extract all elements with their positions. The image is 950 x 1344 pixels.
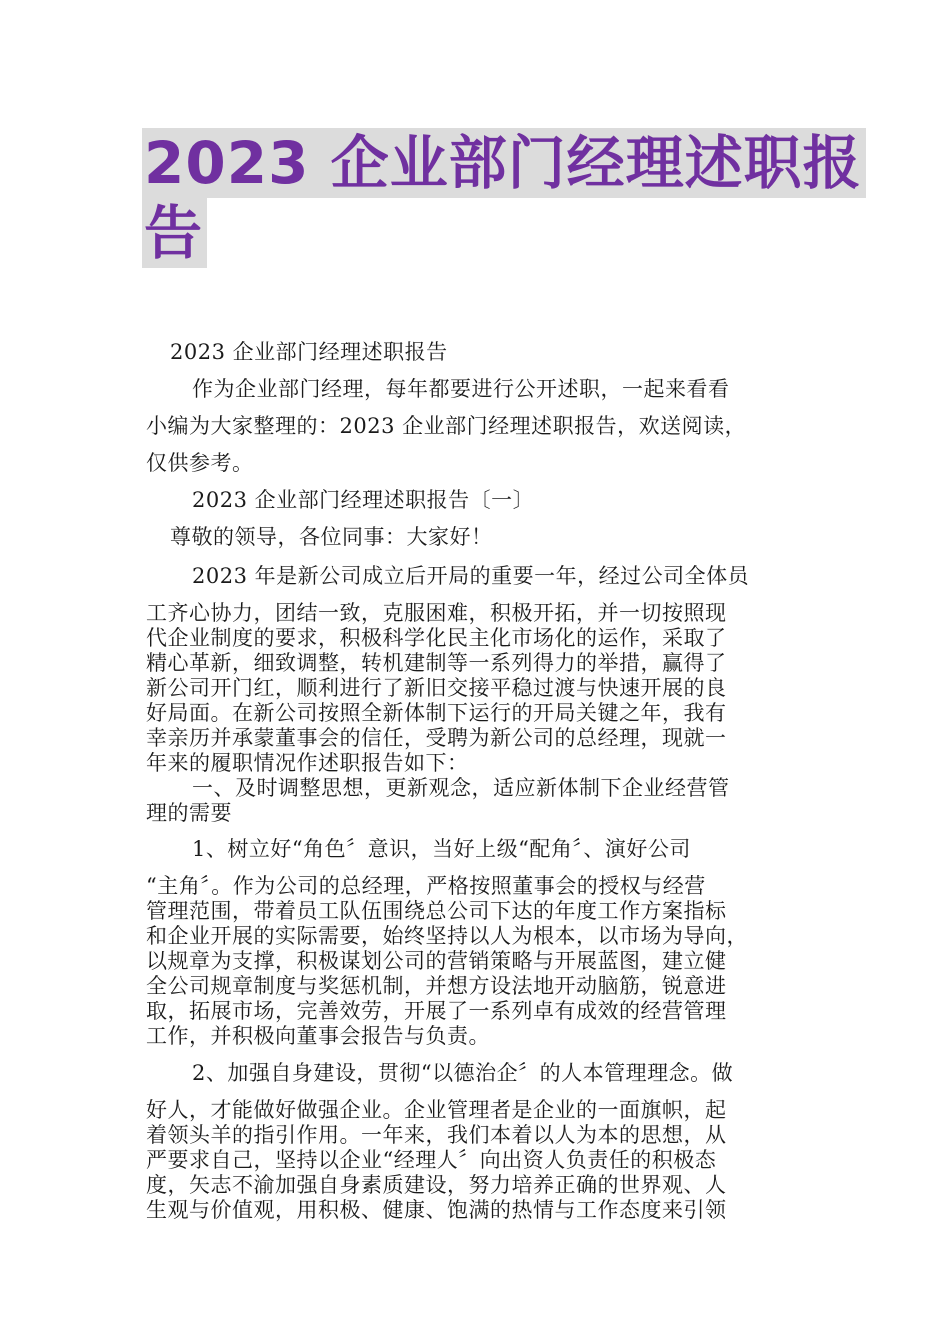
body-line: 工齐心协力，团结一致，克服困难，积极开拓，并一切按照现 <box>146 601 727 625</box>
body-line: 2023 企业部门经理述职报告〔一〕 <box>192 488 535 512</box>
title-line-2: 告 <box>142 198 207 268</box>
body-line: 工作，并积极向董事会报告与负责。 <box>146 1024 490 1048</box>
body-line: 精心革新，细致调整，转机建制等一系列得力的举措，赢得了 <box>146 651 727 675</box>
body-line: 幸亲历并承蒙董事会的信任，受聘为新公司的总经理，现就一 <box>146 726 727 750</box>
body-line: 取，拓展市场，完善效劳，开展了一系列卓有成效的经营管理 <box>146 999 727 1023</box>
body-line: 2、加强自身建设，贯彻“以德治企〞的人本管理理念。做 <box>192 1061 734 1085</box>
body-line: 着领头羊的指引作用。一年来，我们本着以人为本的思想，从 <box>146 1123 727 1147</box>
body-line: 好局面。在新公司按照全新体制下运行的开局关键之年，我有 <box>146 701 727 725</box>
body-line: 以规章为支撑，积极谋划公司的营销策略与开展蓝图，建立健 <box>146 949 727 973</box>
body-line: 尊敬的领导，各位同事：大家好！ <box>170 525 493 549</box>
body-line: 代企业制度的要求，积极科学化民主化市场化的运作，采取了 <box>146 626 727 650</box>
body-line: 年来的履职情况作述职报告如下： <box>146 751 469 775</box>
body-line: 2023 年是新公司成立后开局的重要一年，经过公司全体员 <box>192 564 750 588</box>
body-line: 好人，才能做好做强企业。企业管理者是企业的一面旗帜，起 <box>146 1098 727 1122</box>
body-line: 度，矢志不渝加强自身素质建设，努力培养正确的世界观、人 <box>146 1173 727 1197</box>
body-line: 1、树立好“角色〞意识，当好上级“配角〞、演好公司 <box>192 837 691 861</box>
body-line: 新公司开门红，顺利进行了新旧交接平稳过渡与快速开展的良 <box>146 676 727 700</box>
body-line: 2023 企业部门经理述职报告 <box>170 340 448 364</box>
document-title <box>142 128 862 268</box>
body-line: 和企业开展的实际需要，始终坚持以人为根本，以市场为导向， <box>146 924 748 948</box>
body-line: 一、及时调整思想，更新观念，适应新体制下企业经营管 <box>192 776 730 800</box>
body-line: 管理范围，带着员工队伍围绕总公司下达的年度工作方案指标 <box>146 899 727 923</box>
body-line: 全公司规章制度与奖惩机制，并想方设法地开动脑筋，锐意进 <box>146 974 727 998</box>
body-line: 作为企业部门经理，每年都要进行公开述职，一起来看看 <box>192 377 730 401</box>
body-line: 理的需要 <box>146 801 232 825</box>
body-line: 仅供参考。 <box>146 451 254 475</box>
body-line: 小编为大家整理的：2023 企业部门经理述职报告，欢送阅读， <box>146 414 747 438</box>
body-line: “主角〞。作为公司的总经理，严格按照董事会的授权与经营 <box>146 874 706 898</box>
body-line: 生观与价值观，用积极、健康、饱满的热情与工作态度来引领 <box>146 1198 727 1222</box>
body-line: 严要求自己，坚持以企业“经理人〞向出资人负责任的积极态 <box>146 1148 717 1172</box>
title-line-1: 2023 企业部门经理述职报 <box>142 128 866 198</box>
